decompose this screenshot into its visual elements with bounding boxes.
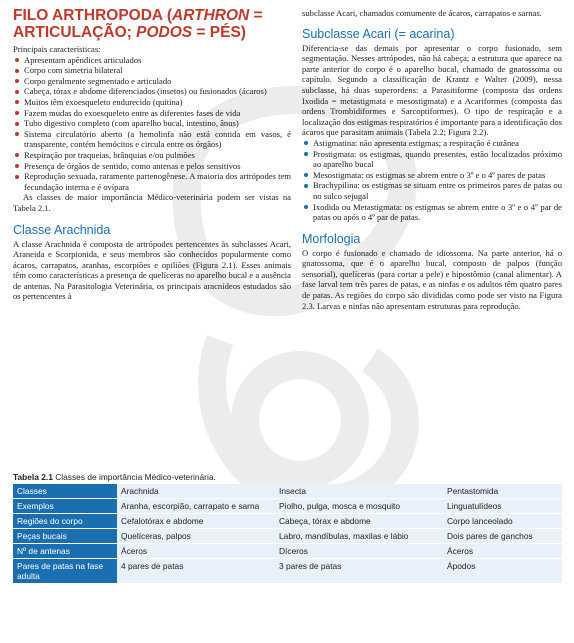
right-column bbox=[302, 8, 562, 311]
list-item: Mesostigmata: os estigmas se abrem entre o 3º e o 4º pares de patas bbox=[302, 170, 562, 181]
list-item: Presença de órgãos de sentido, como antenas e pelos sensitivos bbox=[13, 161, 291, 172]
left-column bbox=[13, 8, 291, 302]
list-item: Muitos têm exoesqueleto endurecido (quitina) bbox=[13, 97, 291, 108]
acari-heading: Subclasse Acari (= acarina) bbox=[302, 26, 455, 41]
table-row bbox=[13, 484, 562, 499]
list-item: Sistema circulatório aberto (a hemolinfa não está contida em vasos, é transparente, contém hemócitos e circula entre os órgãos) bbox=[13, 129, 291, 150]
table-row-header: Regiões do corpo bbox=[13, 514, 117, 529]
table-cell: Insecta bbox=[275, 484, 443, 499]
table-row-header: Peças bucais bbox=[13, 529, 117, 544]
table-row bbox=[13, 529, 562, 544]
list-item: Reprodução sexuada, raramente partenogênese. A maioria dos artrópodes tem fecundação interna e é ovípara bbox=[13, 171, 291, 192]
table-cell: Áceros bbox=[117, 544, 275, 559]
list-item: Fazem mudas do exoesqueleto entre as diferentes fases de vida bbox=[13, 108, 291, 119]
table-cell: Quelíceras, palpos bbox=[117, 529, 275, 544]
morfologia-paragraph: O corpo é fusionado e chamado de idiossoma. Na parte anterior, há o gnatossoma, que é o aparelho bucal, composto de palpos (função sensorial), quelíceras (para cortar a pele) e hipostômio (canal alimentar). A fase larval tem três pares de patas, e as ninfas e os adultos têm quatro pares de patas. As regiões do corpo são divididas como pode ser visto na Figura 2.3. Larvas e ninfas não apresentam estruturas para reprodução. bbox=[302, 247, 562, 311]
table-row-header: Classes bbox=[13, 484, 117, 499]
arachnida-heading: Classe Arachnida bbox=[13, 222, 111, 237]
list-item: Corpo com simetria bilateral bbox=[13, 65, 291, 76]
table-cell: Díceros bbox=[275, 544, 443, 559]
table-cell: Aranha, escorpião, carrapato e sarna bbox=[117, 499, 275, 514]
table-cell: 4 pares de patas bbox=[117, 559, 275, 584]
table-cell: Corpo lanceolado bbox=[443, 514, 562, 529]
list-item: Apresentam apêndices articulados bbox=[13, 55, 291, 66]
table-cell: Cefalotórax e abdome bbox=[117, 514, 275, 529]
table-row bbox=[13, 514, 562, 529]
table-cell: Ápodos bbox=[443, 559, 562, 584]
characteristics-list bbox=[13, 55, 291, 193]
list-item: Brachypilina: os estigmas se situam entre os primeiros pares de patas ou no sulco sejugal bbox=[302, 180, 562, 201]
table-section bbox=[13, 472, 562, 584]
table-row-header: Nº de antenas bbox=[13, 544, 117, 559]
table-row-header: Pares de patas na fase adulta bbox=[13, 559, 117, 584]
main-title: FILO ARTHROPODA (ARTHRON = ARTICULAÇÃO; PODOS = PÉS) bbox=[13, 7, 263, 41]
table-caption: Tabela 2.1 Classes de importância Médico-veterinária. bbox=[13, 472, 216, 482]
table-cell: Dois pares de ganchos bbox=[443, 529, 562, 544]
list-item: Cabeça, tórax e abdome diferenciados (insetos) ou fusionados (ácaros) bbox=[13, 86, 291, 97]
continued-paragraph: subclasse Acari, chamados comumente de ácaros, carrapatos e sarnas. bbox=[302, 8, 542, 18]
table-cell: 3 pares de patas bbox=[275, 559, 443, 584]
list-item: Prostigmata: os estigmas, quando presentes, estão localizados próximo ao aparelho bucal bbox=[302, 149, 562, 170]
table-cell: Piolho, pulga, mosca e mosquito bbox=[275, 499, 443, 514]
classes-paragraph: As classes de maior importância Médico-veterinária podem ser vistas na Tabela 2.1. bbox=[13, 192, 291, 213]
stigmata-list bbox=[302, 138, 562, 223]
list-item: Corpo geralmente segmentado e articulado bbox=[13, 76, 291, 87]
list-item: Ixodida ou Metastigmata: os estigmas se abrem entre o 3º e o 4º par de patas ou após o 4º par de patas. bbox=[302, 202, 562, 223]
table-row-header: Exemplos bbox=[13, 499, 117, 514]
table-cell: Cabeça, tórax e abdome bbox=[275, 514, 443, 529]
acari-paragraph: Diferencia-se das demais por apresentar o corpo fusionado, sem segmentação. Nesses artrópodes, não há cabeça; a estrutura que aparece na parte anterior do corpo é o aparelho bucal, chamado de gnatossoma ou capítulo. Segundo a classificação de Krantz e Walter (2009), nessa subclasse, há duas superordens: a Parasitiforme (composta das ordens Ixodida = metastigmata e mesostigmata) e a Acariformes (composta das ordens Trombidiformes e Sarcoptiformes). O tipo de respiração e a localização dos estigmas respiratórios é importante para a identificação dos ácaros que parasitam animais (Tabela 2.2; Figura 2.2). bbox=[302, 42, 562, 138]
classes-table bbox=[13, 484, 562, 584]
intro-text: Principais características: bbox=[13, 44, 101, 54]
list-item: Astigmatina: não apresenta estigmas; a respiração é cutânea bbox=[302, 138, 562, 149]
table-row bbox=[13, 499, 562, 514]
morfologia-heading: Morfologia bbox=[302, 231, 361, 246]
table-row bbox=[13, 544, 562, 559]
table-cell: Áceros bbox=[443, 544, 562, 559]
table-cell: Pentastomida bbox=[443, 484, 562, 499]
arachnida-paragraph: A classe Arachnida é composta de artrópodes pertencentes às subclasses Acari, Araneida e Scorpionida, e seus membros são conhecidos popularmente como ácaros, carrapatos, aranhas, escorpiões e opiliões (Figura 2.1). Esses animais têm como características a presença de quelíceras no aparelho bucal e a ausência de antenas. Na Parasitologia Veterinária, os principais aracnídeos estudados são os pertencentes à bbox=[13, 238, 291, 302]
list-item: Respiração por traqueias, brânquias e/ou pulmões bbox=[13, 150, 291, 161]
table-cell: Linguatulídeos bbox=[443, 499, 562, 514]
table-cell: Labro, mandíbulas, maxilas e lábio bbox=[275, 529, 443, 544]
list-item: Tubo digestivo completo (com aparelho bucal, intestino, ânus) bbox=[13, 118, 291, 129]
table-row bbox=[13, 559, 562, 584]
table-cell: Arachnida bbox=[117, 484, 275, 499]
